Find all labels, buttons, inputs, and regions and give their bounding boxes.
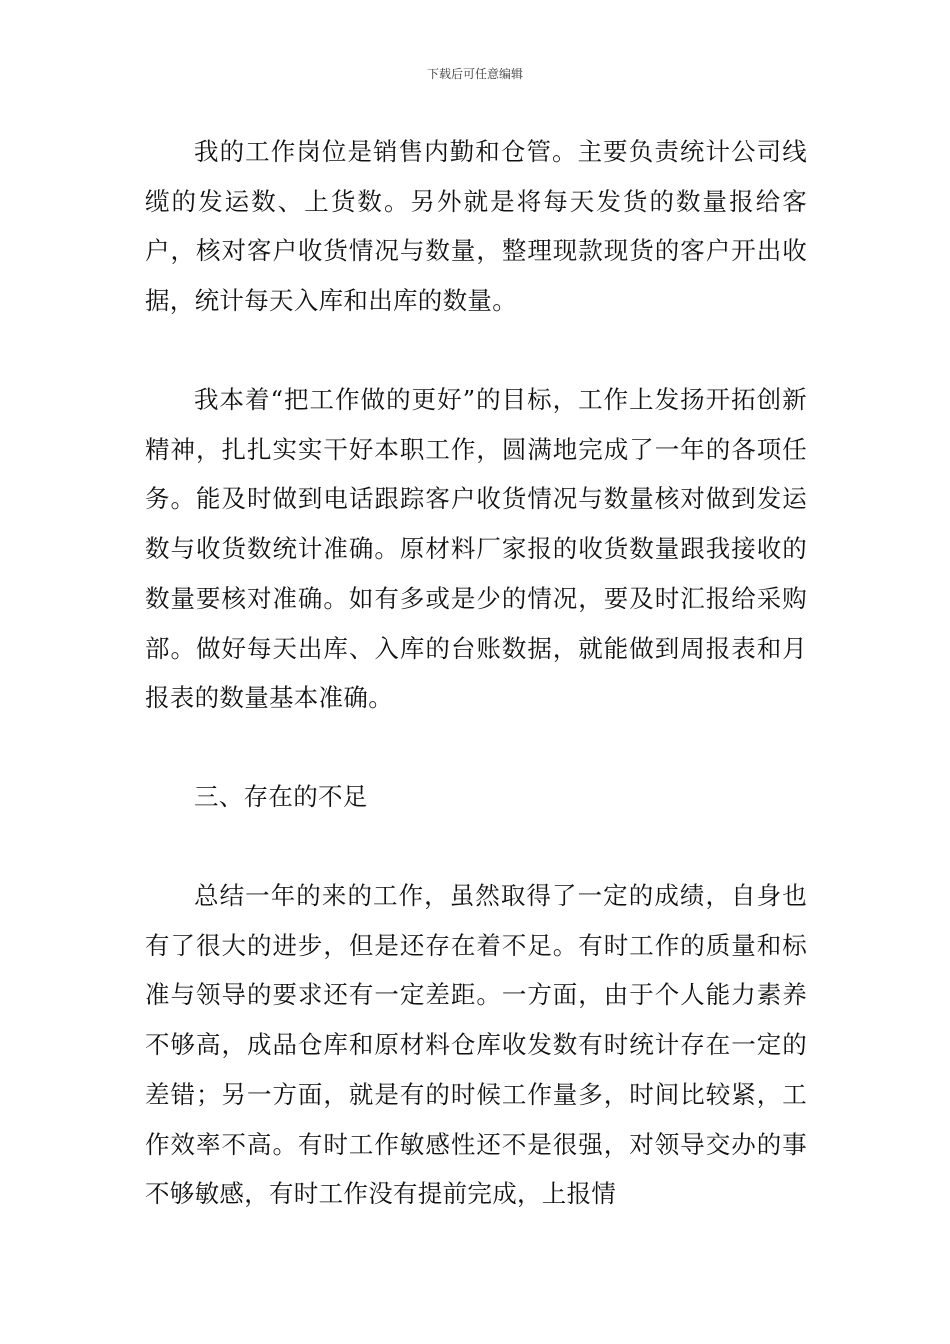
page-header: 下载后可任意编辑 [426, 67, 523, 81]
paragraph-shortcomings: 总结一年的来的工作，虽然取得了一定的成绩，自身也有了很大的进步，但是还存在着不足。有时工作的质量和标准与领导的要求还有一定差距。一方面，由于个人能力素养不够高，成品仓库和原材料仓库收发数有时统计存在一定的差错；另一方面，就是有的时候工作量多，时间比较紧，工作效率不高。有时工作敏感性还不是很强，对领导交办的事不够敏感，有时工作没有提前完成，上报情 [145, 881, 807, 1209]
paragraph-work-goals: 我本着“把工作做的更好”的目标，工作上发扬开拓创新精神，扎扎实实干好本职工作，圆满地完成了一年的各项任务。能及时做到电话跟踪客户收货情况与数量核对做到发运数与收货数统计准确。原材料厂家报的收货数量跟我接收的数量要核对准确。如有多或是少的情况，要及时汇报给采购部。做好每天出库、入库的台账数据，就能做到周报表和月报表的数量基本准确。 [145, 385, 807, 713]
paragraph-job-duties: 我的工作岗位是销售内勤和仓管。主要负责统计公司线缆的发运数、上货数。另外就是将每天发货的数量报给客户，核对客户收货情况与数量，整理现款现货的客户开出收据，统计每天入库和出库的数量。 [145, 137, 807, 316]
section-heading-shortcomings: 三、存在的不足 [194, 782, 368, 811]
